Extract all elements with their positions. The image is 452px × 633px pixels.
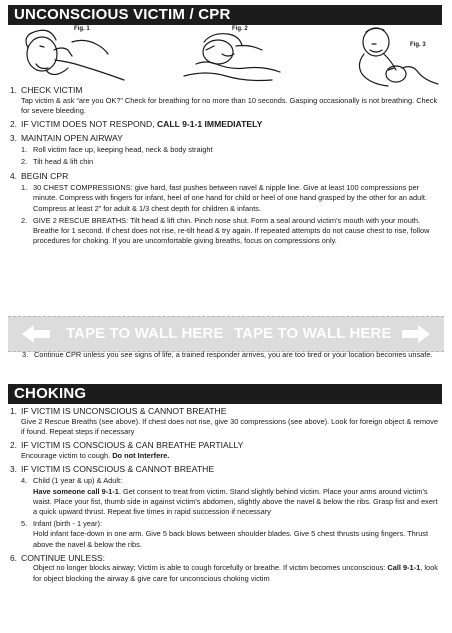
tape-to-wall-strip [8,316,444,352]
step-title-text: IF VICTIM DOES NOT RESPOND, [21,119,157,129]
step-body: Tap victim & ask “are you OK?” Check for breathing for no more than 10 seconds. Gasping occasionally is not breathing. Check for severe bleeding. [21,95,438,115]
step-title: IF VICTIM IS CONSCIOUS & CAN BREATHE PARTIALLY [21,440,244,450]
sub-step-text: Tilt head & lift chin [33,157,94,167]
sub-step [21,145,442,155]
step-number: 6. [10,552,17,563]
sub-step-number: 2. [21,157,28,167]
sub-step-child-adult [21,476,442,486]
arrow-left-icon [20,323,52,345]
cpr-continue [10,348,442,360]
figure-3-rescue-breath-illustration [348,24,444,92]
step-number: 1. [10,406,17,416]
sub-step-number: 4. [21,476,28,486]
sub-step-text: GIVE 2 RESCUE BREATHS: Tilt head & lift chin. Pinch nose shut. Form a seal around victim’s mouth with your mouth. Breathe for 1 second. If chest does not rise, re-tilt head & try again. If repeated attempts do not cause chest to rise, follow procedures for choking. If you are uncomfortable giving breaths, focus on compressions only. [33,215,430,246]
figure-2-label: Fig. 2 [232,26,248,32]
sub-step-text: Continue CPR unless you see signs of life, a trained responder arrives, you are too tired or your location becomes unsafe. [34,350,433,359]
choking-section-header [8,384,442,404]
sub-step-compressions [21,183,442,214]
step-title: CHECK VICTIM [21,85,83,95]
head-tilt-chin-lift-icon [12,24,132,86]
sub-step-text: . Get consent to treat from victim. Stand slightly behind victim. Place your arms around victim’s waist. Place your fist, thumb side in against victim’s abdomen, slightly above the navel & below the ribs. Grasp fist and exert a quick upward thrust. Repeat five times in rapid succession if necessary [33,486,438,516]
call-911-emphasis: CALL 9-1-1 IMMEDIATELY [156,119,263,129]
cpr-steps [10,85,442,249]
step-title: BEGIN CPR [21,170,69,181]
choking-steps [10,406,442,587]
step-title: MAINTAIN OPEN AIRWAY [21,132,123,143]
choking-title: CHOKING [14,385,87,402]
step-body: Give 2 Rescue Breaths (see above). If chest does not rise, give 30 compressions (see above). Look for foreign object & remove if found. Repeat steps if necessary [21,416,438,436]
do-not-interfere-emphasis: Do not Interfere. [112,450,170,460]
sub-step-label: Infant (birth - 1 year): [33,519,103,529]
step-number: 2. [10,119,17,129]
figure-1-label: Fig. 1 [74,26,90,32]
choking-step-cannot-breathe [10,464,442,550]
rescue-breath-icon [348,24,444,92]
figure-2-check-breathing-illustration [176,24,286,86]
sub-step-infant [21,519,442,529]
sub-step-child-adult-text [21,487,442,518]
sub-step-infant-text: Hold infant face-down in one arm. Give 5 back blows between shoulder blades. Give 5 chest thrusts using fingers. Thrust above the navel & below the ribs. [33,529,429,549]
cpr-step-check-victim [10,85,442,116]
sub-step-label: Child (1 year & up) & Adult: [33,476,123,486]
sub-step-text: 30 CHEST COMPRESSIONS: give hard, fast pushes between navel & nipple line. Give at least 100 compressions per minute. Compress with fingers for infant, heel of one hand for child or heel of one hand grasped by the other for an adult. Compress at least 2” for adult & 1/3 chest depth for children & infants. [33,183,427,213]
step-number: 4. [10,170,17,181]
step-body [21,563,442,583]
sub-step [21,157,442,167]
cpr-step-call-911 [10,119,442,130]
step-body-text-end: , look for object blocking the airway & give care for unconscious choking victim [33,563,438,583]
check-breathing-icon [176,24,286,86]
sub-step-text: Roll victim face up, keeping head, neck & body straight [33,145,213,155]
cpr-figures [8,24,444,92]
step-title: CONTINUE UNLESS: [21,552,106,563]
step-title: IF VICTIM IS CONSCIOUS & CANNOT BREATHE [21,463,215,474]
step-title [21,119,442,130]
step-number: 1. [10,85,17,95]
step-body-text: Object no longer blocks airway; Victim is able to cough forcefully or breathe. If victim becomes unconscious: [33,563,388,573]
figure-1-head-tilt-illustration [12,24,132,86]
cpr-step-open-airway [10,133,442,168]
sub-step-number: 1. [21,183,28,193]
arrow-right-icon [400,323,432,345]
sub-step-number: 1. [21,145,28,155]
tape-label-left: TAPE TO WALL HERE [66,325,224,342]
choking-step-continue-unless [10,553,442,584]
cpr-step-begin-cpr [10,171,442,247]
tape-label-right: TAPE TO WALL HERE [234,325,392,342]
step-number: 3. [10,132,17,143]
step-body-text: Encourage victim to cough. [21,450,113,460]
sub-step-number: 2. [21,215,28,225]
step-number: 2. [10,440,17,450]
step-number: 3. [10,463,17,474]
sub-step-rescue-breaths [21,216,442,247]
figure-3-label: Fig. 3 [410,42,426,48]
call-911-emphasis: Call 9-1-1 [387,563,421,573]
choking-step-partial-breathing [10,440,442,461]
choking-step-unconscious [10,406,442,437]
continue-cpr-step [22,350,442,360]
cpr-section-header [8,5,442,25]
sub-step-number: 3. [22,350,29,359]
sub-step-number: 5. [21,519,28,529]
step-title: IF VICTIM IS UNCONSCIOUS & CANNOT BREATHE [21,406,227,416]
cpr-title: UNCONSCIOUS VICTIM / CPR [14,6,231,23]
call-911-emphasis: Have someone call 9-1-1 [33,486,119,496]
step-body [21,451,442,461]
